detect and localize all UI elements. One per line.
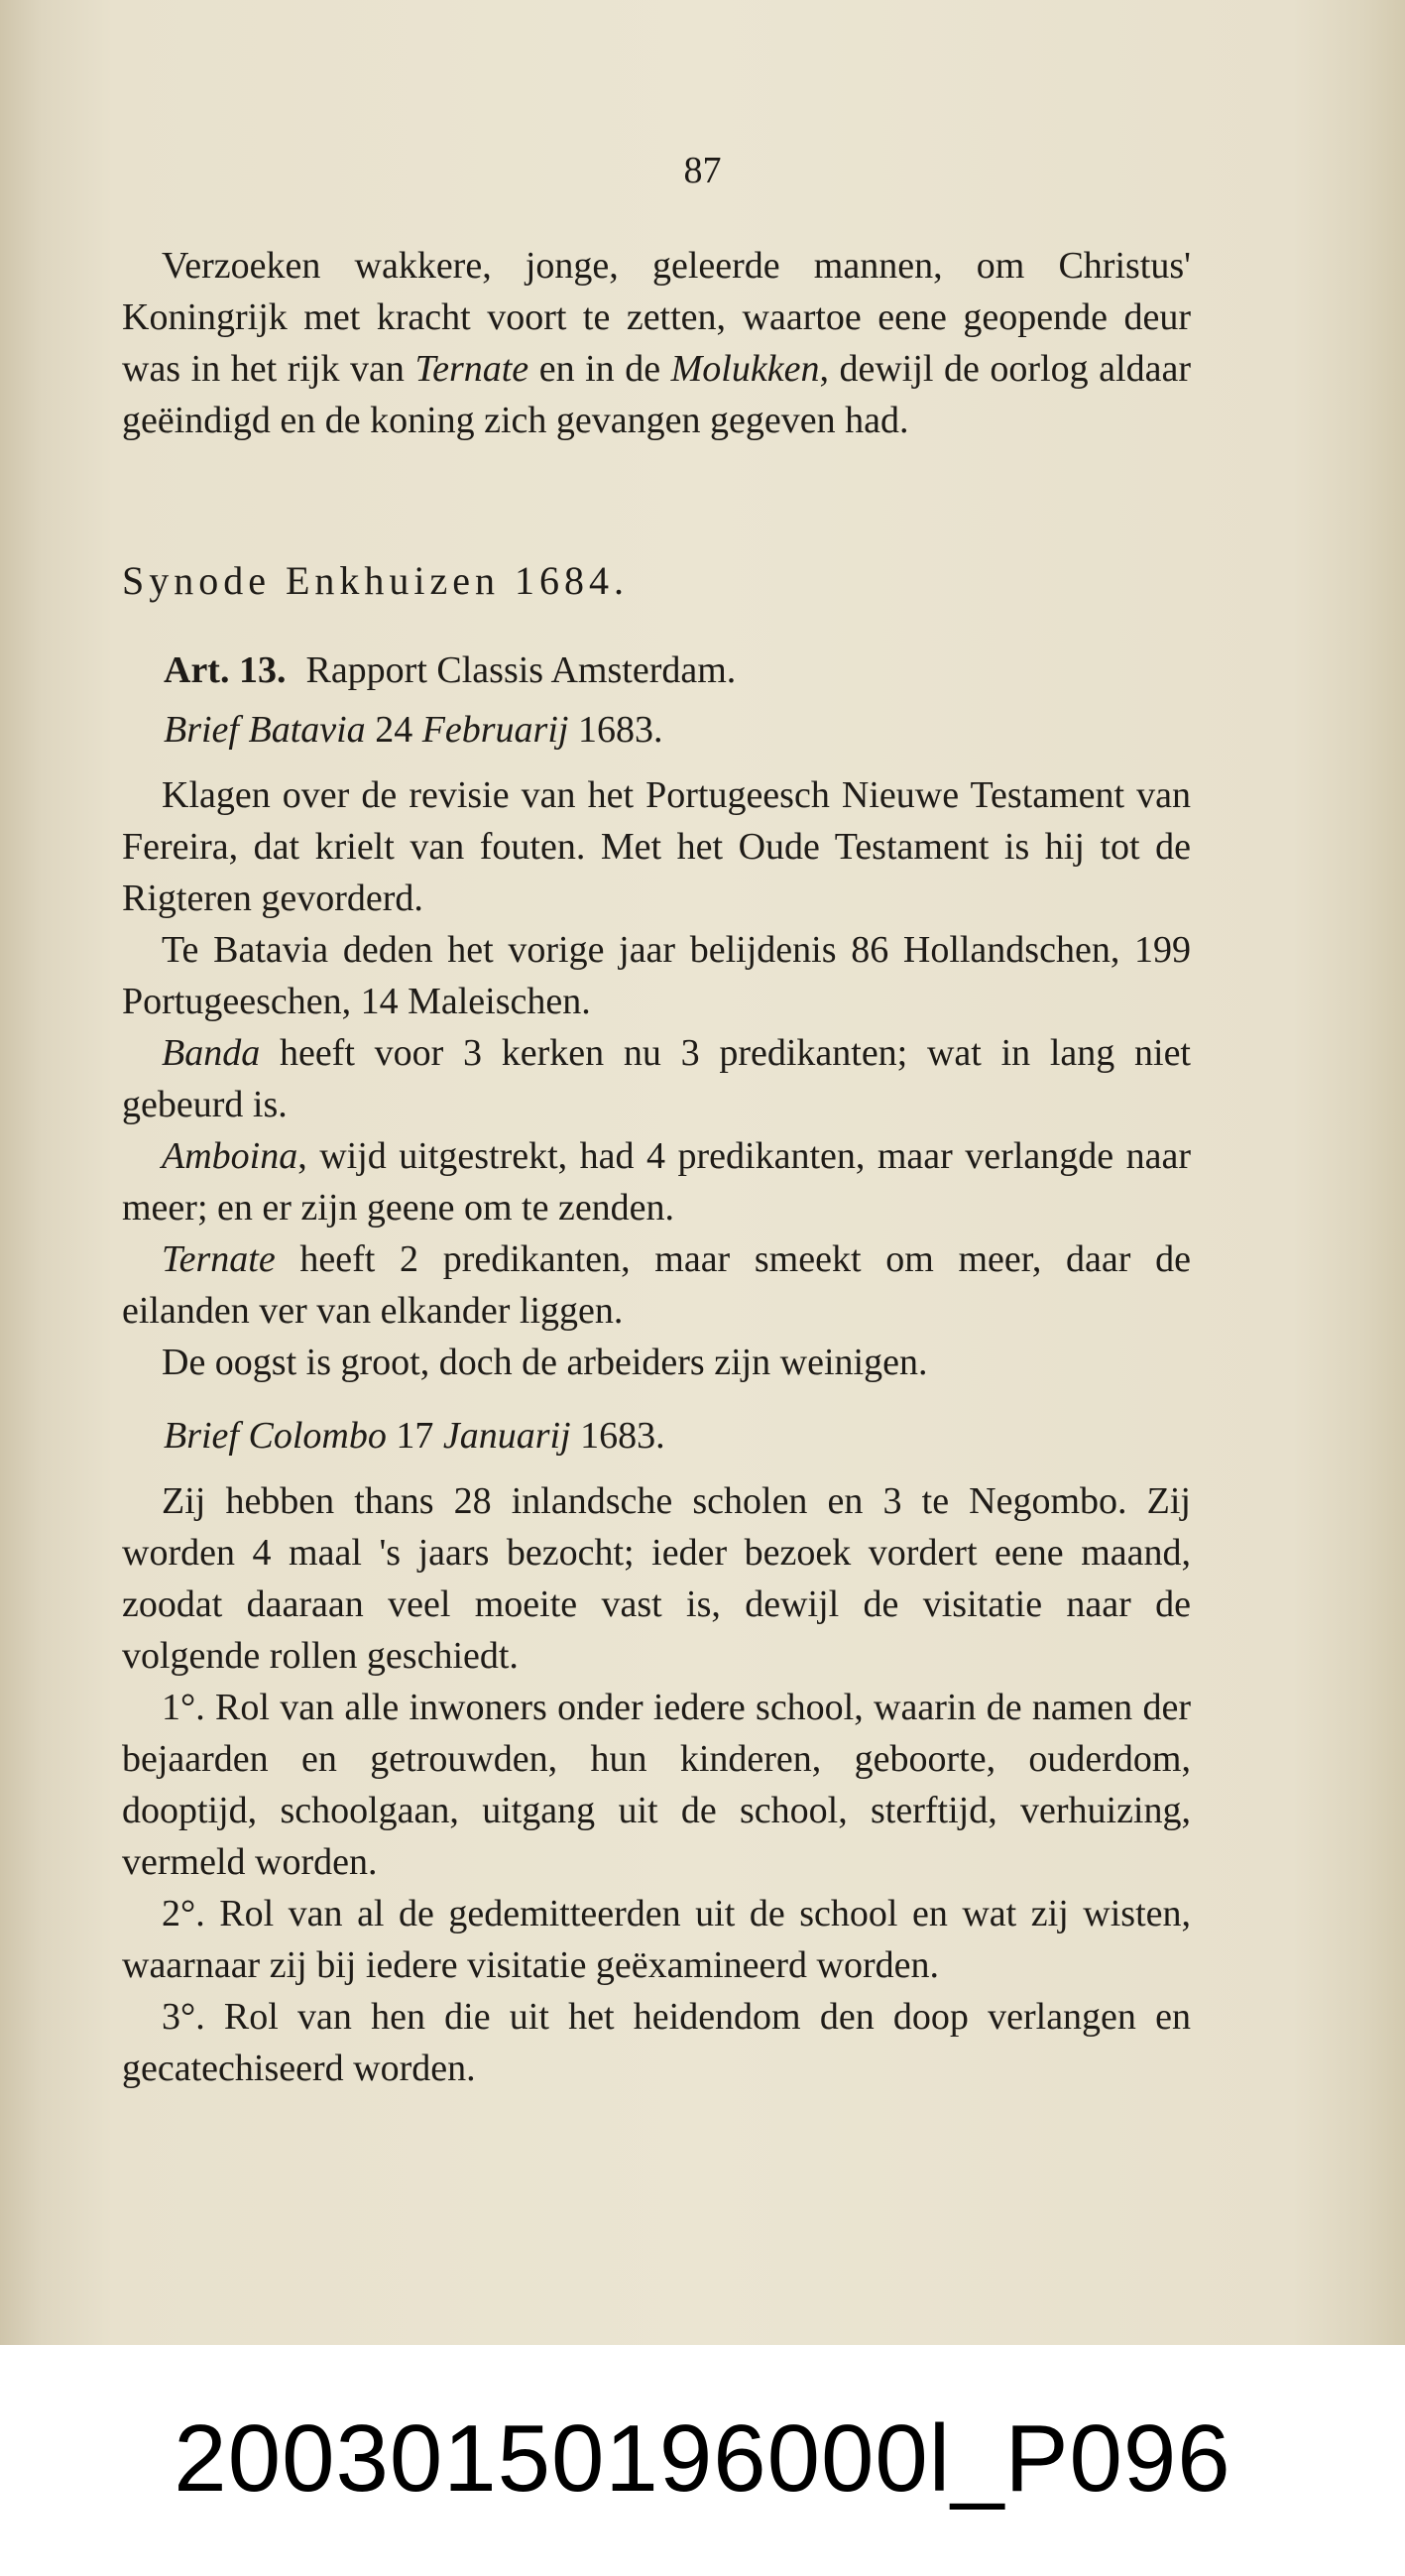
para-oogst: De oogst is groot, doch de arbeiders zijn weinigen.	[162, 1342, 928, 1383]
para-ternate: Ternate heeft 2 predikanten, maar smeekt om meer, daar de eilanden ver van elkander liggen.	[122, 1238, 1191, 1332]
synode-heading: Synode Enkhuizen 1684.	[122, 558, 630, 603]
intro-paragraph	[122, 240, 1191, 446]
para-banda: Banda heeft voor 3 kerken nu 3 predikanten; wat in lang niet gebeurd is.	[122, 1032, 1191, 1125]
article-block	[122, 644, 1191, 2094]
synode-section	[122, 555, 1191, 607]
brief-batavia-heading: Brief Batavia 24 Februarij 1683.	[164, 709, 663, 751]
page-number: 87	[683, 150, 722, 191]
colombo-letter	[122, 1475, 1191, 2094]
batavia-letter	[122, 769, 1191, 1388]
para-scholen: Zij hebben thans 28 inlandsche scholen en 3 te Negombo. Zij worden 4 maal 's jaars bezocht; ieder bezoek vordert eene maand, zoodat daaraan veel moeite vast is, dewijl de visitatie naar de volgende rollen geschiedt.	[122, 1480, 1191, 1677]
list-item-1: 1°. Rol van alle inwoners onder iedere school, waarin de namen der bejaarden en getrouwden, hun kinderen, geboorte, ouderdom, dooptijd, schoolgaan, uitgang uit de school, sterftijd, verhuizing, vermeld worden.	[122, 1687, 1191, 1883]
para-amboina: Amboina, wijd uitgestrekt, had 4 predikanten, maar verlangde naar meer; en er zijn geene om te zenden.	[122, 1135, 1191, 1229]
article-label: Art. 13.	[164, 649, 287, 691]
article-heading	[122, 644, 1191, 696]
place-ternate: Ternate	[414, 348, 529, 390]
place-molukken: Molukken	[670, 348, 820, 390]
scan-identifier: 20030150196000l_P096	[174, 2405, 1231, 2512]
para-revisie: Klagen over de revisie van het Portugeesch Nieuwe Testament van Fereira, dat krielt van fouten. Met het Oude Testament is hij tot de Rigteren gevorderd.	[122, 774, 1191, 919]
list-item-2: 2°. Rol van al de gedemitteerden uit de school en wat zij wisten, waarnaar zij bij iedere visitatie geëxamineerd worden.	[122, 1893, 1191, 1986]
para-batavia: Te Batavia deden het vorige jaar belijdenis 86 Hollandschen, 199 Portugeeschen, 14 Maleischen.	[122, 929, 1191, 1022]
article-title: Rapport Classis Amsterdam.	[305, 649, 737, 691]
brief-colombo-heading: Brief Colombo 17 Januarij 1683.	[164, 1415, 665, 1457]
list-item-3: 3°. Rol van hen die uit het heidendom den doop verlangen en gecatechiseerd worden.	[122, 1996, 1191, 2089]
intro-text: Verzoeken wakkere, jonge, geleerde mannen, om Christus' Koningrijk met kracht voort te zetten, waartoe eene geopende deur was in het rijk van Ternate en in de Molukken, dewijl de oorlog aldaar geëindigd en de koning zich gevangen gegeven had.	[122, 245, 1191, 441]
